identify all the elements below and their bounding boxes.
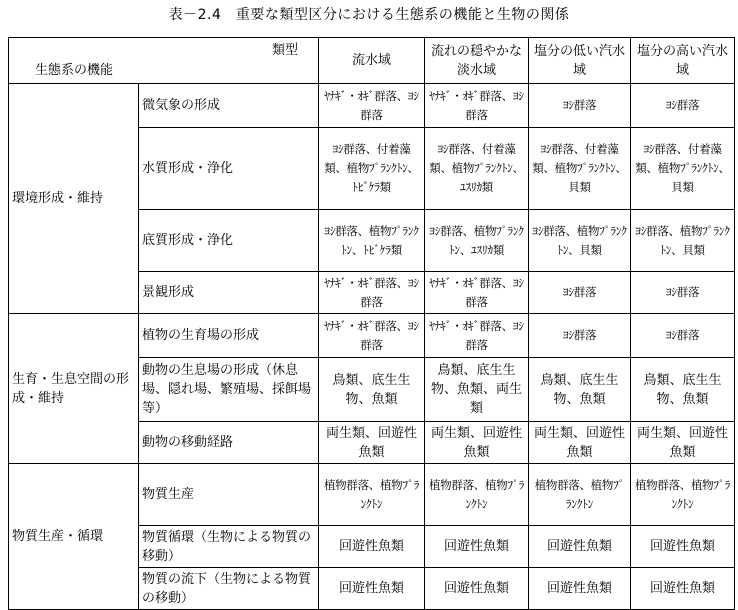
table-cell: ﾔﾅｷﾞ・ｵｷﾞ群落、ﾖｼ群落 xyxy=(319,272,425,314)
table-cell: ﾖｼ群落 xyxy=(631,272,735,314)
table-cell: ﾖｼ群落、植物ﾌﾟﾗﾝｸﾄﾝ、貝類 xyxy=(631,210,735,272)
table-cell: ﾖｼ群落、付着藻類、植物ﾌﾟﾗﾝｸﾄﾝ、貝類 xyxy=(631,128,735,210)
column-header-high-salinity: 塩分の高い汽水域 xyxy=(631,38,735,84)
table-cell: 両生類、回遊性魚類 xyxy=(529,422,631,464)
function-header-label: 生態系の機能 xyxy=(35,63,114,78)
table-cell: 両生類、回遊性魚類 xyxy=(425,422,529,464)
table-cell: ﾖｼ群落、植物ﾌﾟﾗﾝｸﾄﾝ、ﾄﾋﾞｹﾗ類 xyxy=(319,210,425,272)
table-row xyxy=(9,84,735,128)
function-cell: 物質の流下（生物による物質の移動） xyxy=(139,568,319,610)
table-cell: 鳥類、底生生物、魚類 xyxy=(529,358,631,422)
table-cell: 植物群落、植物ﾌﾟﾗﾝｸﾄﾝ xyxy=(425,464,529,526)
function-cell: 水質形成・浄化 xyxy=(139,128,319,210)
header-corner-cell xyxy=(9,38,319,84)
table-cell: 植物群落、植物ﾌﾟﾗﾝｸﾄﾝ xyxy=(319,464,425,526)
table-caption: 表－2.4 重要な類型区分における生態系の機能と生物の関係 xyxy=(168,7,570,23)
table-cell: ﾖｼ群落 xyxy=(529,272,631,314)
table-cell: ﾔﾅｷﾞ・ｵｷﾞ群落、ﾖｼ群落 xyxy=(319,314,425,358)
table-cell: ﾖｼ群落、植物ﾌﾟﾗﾝｸﾄﾝ、貝類 xyxy=(529,210,631,272)
column-header-low-salinity: 塩分の低い汽水域 xyxy=(529,38,631,84)
function-cell: 景観形成 xyxy=(139,272,319,314)
table-row xyxy=(9,464,735,526)
table-cell: 回遊性魚類 xyxy=(425,526,529,568)
table-cell: 両生類、回遊性魚類 xyxy=(631,422,735,464)
category-environment-formation: 環境形成・維持 xyxy=(9,84,139,314)
table-cell: ﾔﾅｷﾞ・ｵｷﾞ群落、ﾖｼ群落 xyxy=(319,84,425,128)
function-cell: 動物の移動経路 xyxy=(139,422,319,464)
table-cell: 両生類、回遊性魚類 xyxy=(319,422,425,464)
table-cell: ﾖｼ群落 xyxy=(631,314,735,358)
table-cell: ﾔﾅｷﾞ・ｵｷﾞ群落、ﾖｼ群落 xyxy=(425,272,529,314)
type-header-label: 類型 xyxy=(271,43,298,58)
table-cell: 植物群落、植物ﾌﾟﾗﾝｸﾄﾝ xyxy=(631,464,735,526)
table-cell: ﾖｼ群落、付着藻類、植物ﾌﾟﾗﾝｸﾄﾝ、ﾄﾋﾞｹﾗ類 xyxy=(319,128,425,210)
function-cell: 物質循環（生物による物質の移動） xyxy=(139,526,319,568)
table-cell: 回遊性魚類 xyxy=(631,568,735,610)
function-cell: 植物の生育場の形成 xyxy=(139,314,319,358)
table-cell: 鳥類、底生生物、魚類 xyxy=(319,358,425,422)
column-header-flowing-water: 流水域 xyxy=(319,38,425,84)
table-cell: 回遊性魚類 xyxy=(319,568,425,610)
function-cell: 微気象の形成 xyxy=(139,84,319,128)
table-cell: 回遊性魚類 xyxy=(631,526,735,568)
category-material-production: 物質生産・循環 xyxy=(9,464,139,610)
ecosystem-function-table xyxy=(8,37,735,610)
table-cell: ﾖｼ群落、付着藻類、植物ﾌﾟﾗﾝｸﾄﾝ、貝類 xyxy=(529,128,631,210)
table-cell: 鳥類、底生生物、魚類 xyxy=(631,358,735,422)
table-cell: 鳥類、底生生物、魚類、両生類 xyxy=(425,358,529,422)
table-row xyxy=(9,314,735,358)
function-cell: 物質生産 xyxy=(139,464,319,526)
table-cell: ﾖｼ群落 xyxy=(529,314,631,358)
table-cell: ﾖｼ群落、付着藻類、植物ﾌﾟﾗﾝｸﾄﾝ、ﾕｽﾘｶ類 xyxy=(425,128,529,210)
table-cell: ﾖｼ群落、植物ﾌﾟﾗﾝｸﾄﾝ、ﾕｽﾘｶ類 xyxy=(425,210,529,272)
table-cell: ﾔﾅｷﾞ・ｵｷﾞ群落、ﾖｼ群落 xyxy=(425,84,529,128)
header-row xyxy=(9,38,735,84)
table-cell: 回遊性魚類 xyxy=(529,526,631,568)
table-cell: 植物群落、植物ﾌﾟﾗﾝｸﾄﾝ xyxy=(529,464,631,526)
table-cell: ﾖｼ群落 xyxy=(631,84,735,128)
function-cell: 底質形成・浄化 xyxy=(139,210,319,272)
table-cell: ﾔﾅｷﾞ・ｵｷﾞ群落、ﾖｼ群落 xyxy=(425,314,529,358)
table-cell: ﾖｼ群落 xyxy=(529,84,631,128)
table-cell: 回遊性魚類 xyxy=(319,526,425,568)
category-habitat-formation: 生育・生息空間の形成・維持 xyxy=(9,314,139,464)
column-header-calm-freshwater: 流れの穏やかな淡水域 xyxy=(425,38,529,84)
function-cell: 動物の生息場の形成（休息場、隠れ場、繁殖場、採餌場等） xyxy=(139,358,319,422)
table-cell: 回遊性魚類 xyxy=(425,568,529,610)
table-cell: 回遊性魚類 xyxy=(529,568,631,610)
